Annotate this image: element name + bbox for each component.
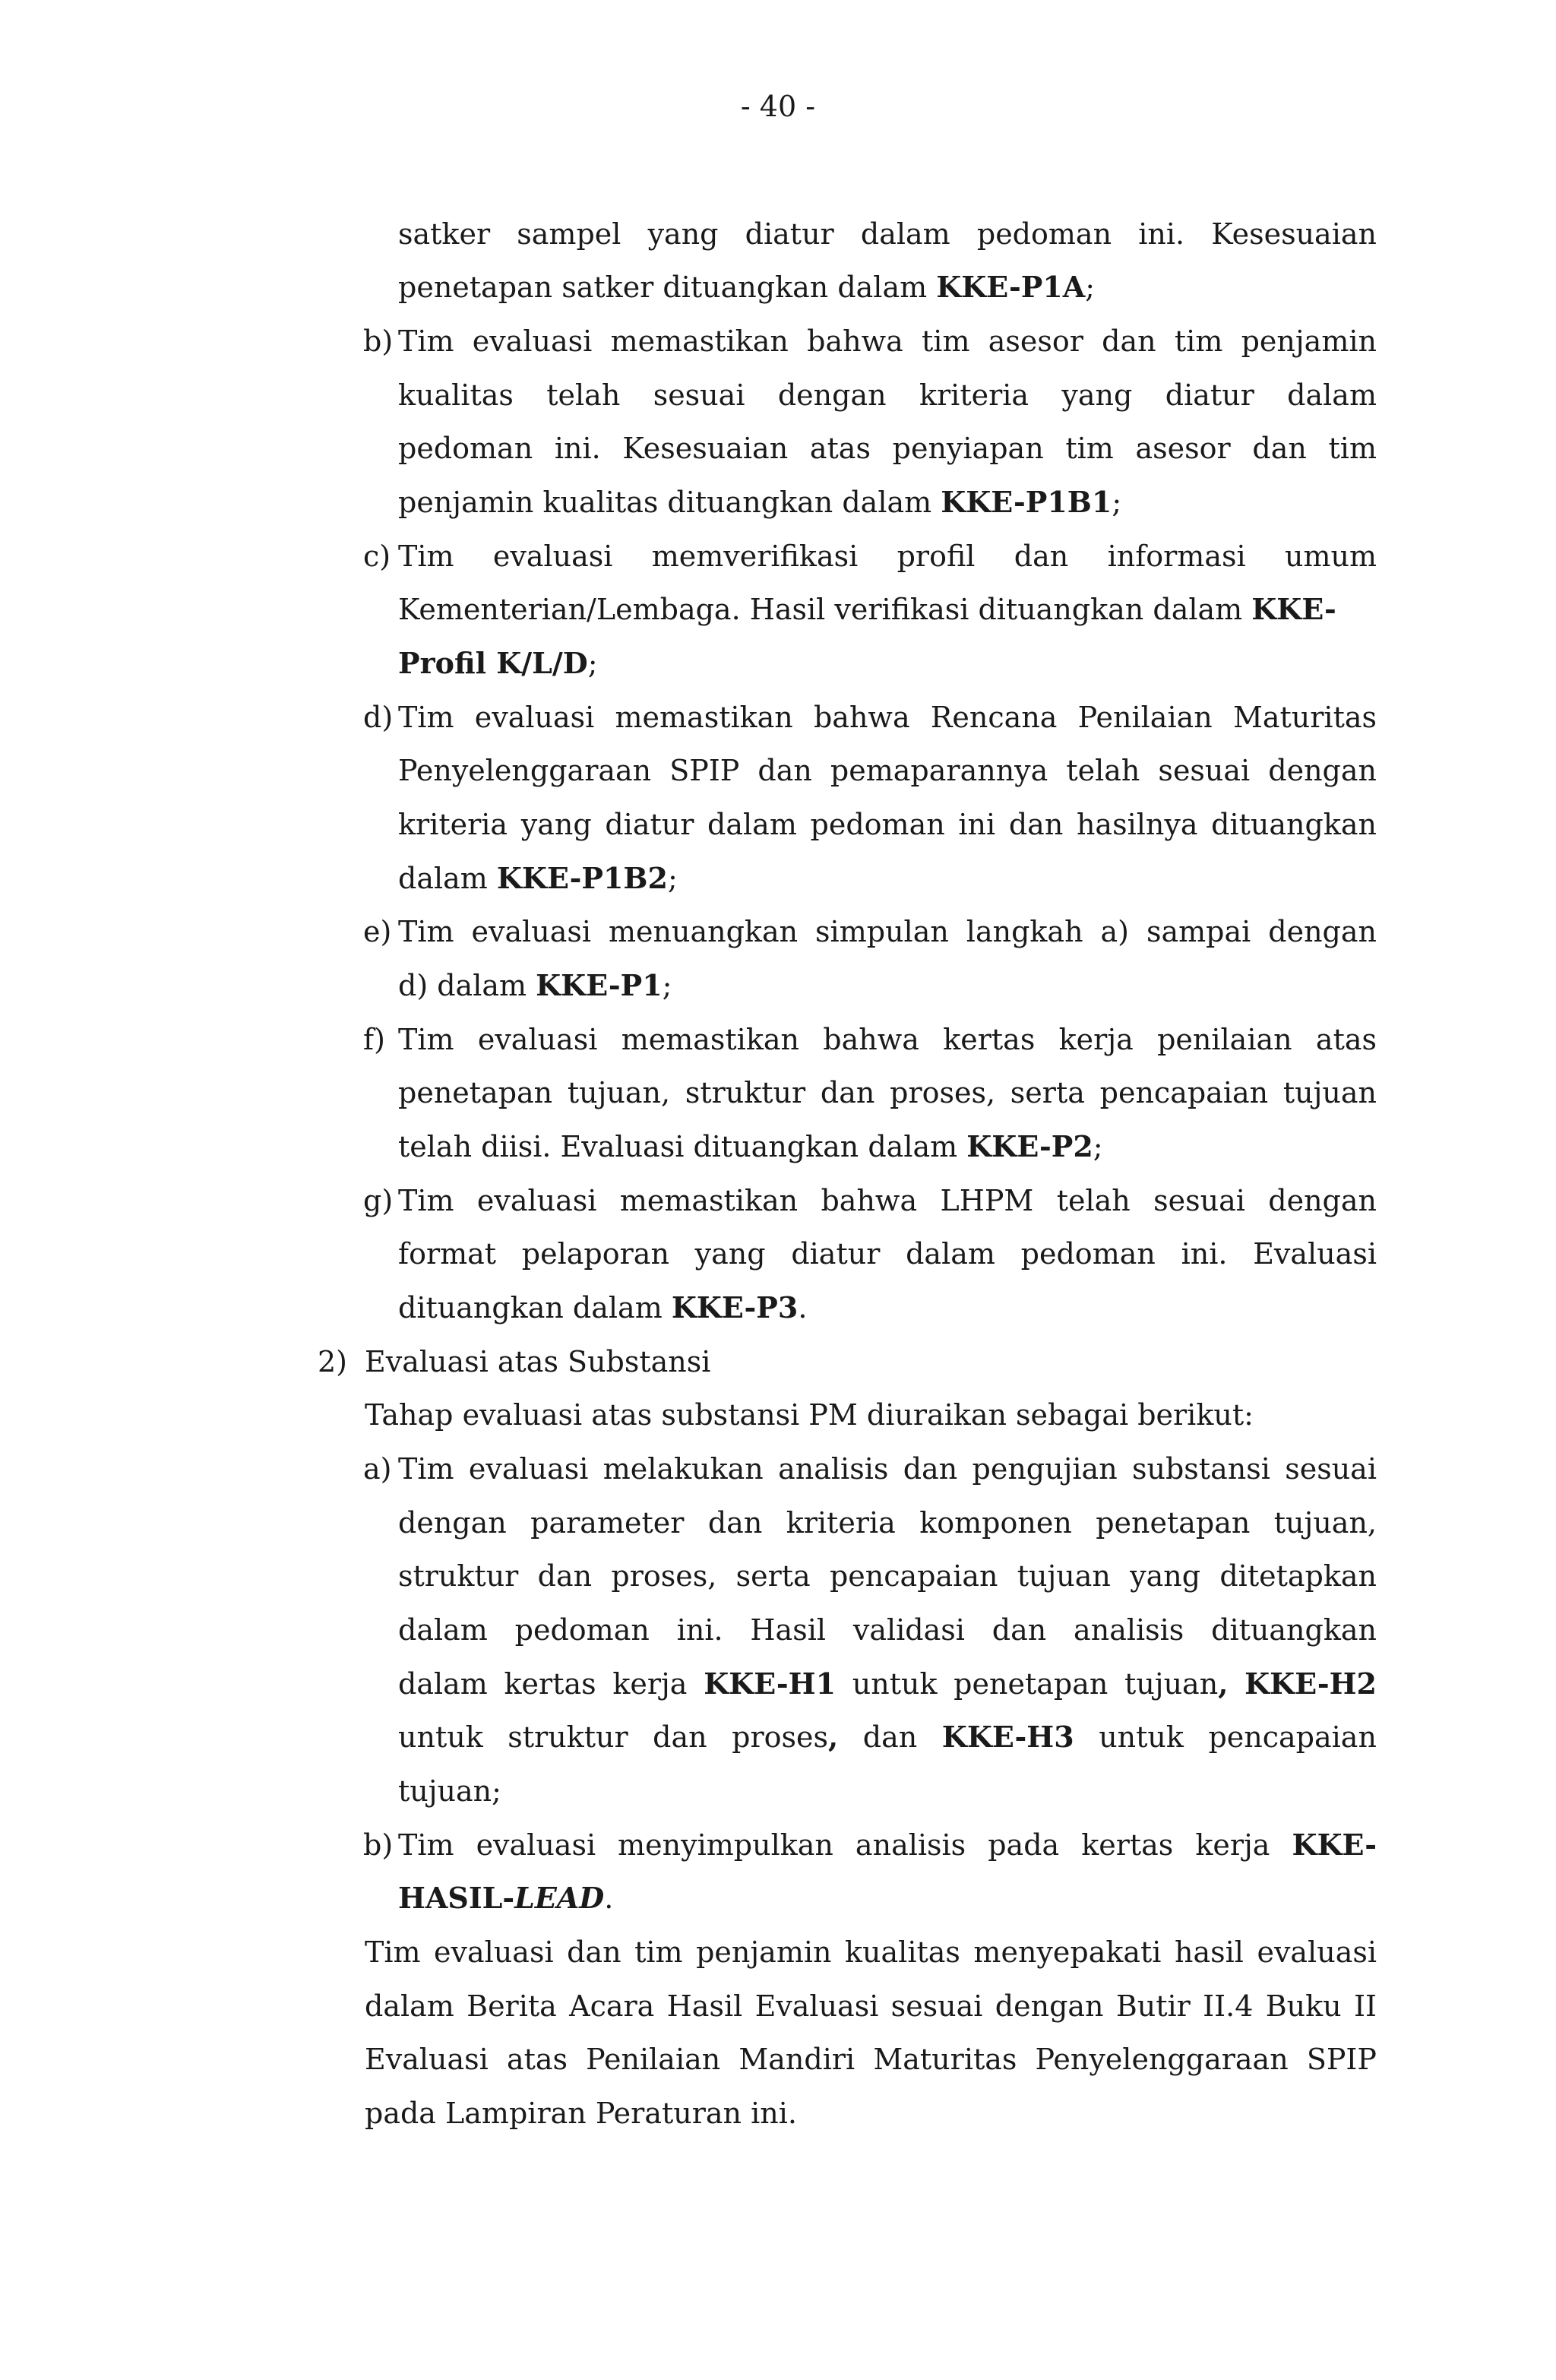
text-line: kriteria yang diatur dalam pedoman ini dan hasilnya dituangkan — [398, 808, 1377, 841]
text-line: Tim evaluasi dan tim penjamin kualitas menyepakati hasil evaluasi — [365, 1935, 1377, 1969]
section-heading: Evaluasi atas Substansi — [365, 1345, 711, 1378]
text-line: struktur dan proses, serta pencapaian tujuan yang ditetapkan — [398, 1559, 1377, 1593]
kke-code: KKE-P1B1 — [941, 485, 1112, 519]
text-line: untuk struktur dan proses, dan KKE-H3 untuk pencapaian — [398, 1720, 1377, 1754]
text-line: pedoman ini. Kesesuaian atas penyiapan tim asesor dan tim — [398, 432, 1377, 465]
list-marker: c) — [363, 540, 391, 573]
section-intro: Tahap evaluasi atas substansi PM diuraikan sebagai berikut: — [365, 1398, 1254, 1432]
text-line: dalam kertas kerja KKE-H1 untuk penetapan tujuan, KKE-H2 — [398, 1666, 1377, 1701]
text-line: penetapan satker dituangkan dalam KKE-P1A; — [398, 270, 1096, 304]
kke-code: KKE-H1 — [704, 1666, 837, 1701]
text-line: dalam pedoman ini. Hasil validasi dan analisis dituangkan — [398, 1613, 1377, 1647]
kke-code: KKE-P1 — [536, 968, 663, 1002]
kke-code: KKE-P1B2 — [496, 861, 668, 895]
kke-code: KKE-P1A — [936, 270, 1086, 304]
text-line: Tim evaluasi memverifikasi profil dan informasi umum — [398, 540, 1377, 573]
text-line: satker sampel yang diatur dalam pedoman ini. Kesesuaian — [398, 217, 1377, 251]
text-line: Tim evaluasi memastikan bahwa tim asesor dan tim penjamin — [398, 324, 1377, 358]
kke-code: KKE-P3 — [671, 1290, 799, 1325]
list-marker: b) — [363, 324, 394, 358]
text-line: Tim evaluasi melakukan analisis dan pengujian substansi sesuai — [398, 1452, 1377, 1486]
text-line: dalam KKE-P1B2; — [398, 861, 678, 895]
text-line: tujuan; — [398, 1774, 501, 1808]
text-line: Penyelenggaraan SPIP dan pemaparannya telah sesuai dengan — [398, 754, 1377, 787]
text-line: HASIL-LEAD. — [398, 1881, 614, 1915]
text-line: penetapan tujuan, struktur dan proses, serta pencapaian tujuan — [398, 1076, 1377, 1109]
kke-code: KKE-H2 — [1244, 1666, 1377, 1701]
list-marker: e) — [363, 915, 392, 948]
text-line: Tim evaluasi memastikan bahwa Rencana Penilaian Maturitas — [398, 701, 1377, 734]
text-line: format pelaporan yang diatur dalam pedoman ini. Evaluasi — [398, 1237, 1377, 1271]
text-line: kualitas telah sesuai dengan kriteria yang diatur dalam — [398, 378, 1377, 412]
text-line: d) dalam KKE-P1; — [398, 968, 672, 1002]
text-line: pada Lampiran Peraturan ini. — [365, 2097, 797, 2130]
kke-code: HASIL- — [398, 1881, 515, 1915]
text-line: penjamin kualitas dituangkan dalam KKE-P1B1; — [398, 485, 1122, 519]
page-number: - 40 - — [740, 90, 816, 123]
list-marker: a) — [363, 1452, 392, 1486]
list-marker: b) — [363, 1828, 394, 1862]
list-marker: f) — [363, 1023, 385, 1056]
text-line: telah diisi. Evaluasi dituangkan dalam KKE-P2; — [398, 1129, 1103, 1163]
text-line: dengan parameter dan kriteria komponen penetapan tujuan, — [398, 1506, 1377, 1540]
kke-code: KKE- — [1251, 592, 1336, 626]
text-line: Kementerian/Lembaga. Hasil verifikasi dituangkan dalam KKE- — [398, 592, 1336, 626]
section-marker: 2) — [318, 1345, 348, 1378]
kke-code: KKE- — [1292, 1828, 1377, 1862]
list-marker: g) — [363, 1184, 394, 1217]
text-line: dituangkan dalam KKE-P3. — [398, 1290, 808, 1325]
text-line: Tim evaluasi memastikan bahwa kertas kerja penilaian atas — [398, 1023, 1377, 1056]
kke-code: Profil K/L/D — [398, 646, 588, 680]
list-marker: d) — [363, 701, 394, 734]
text-line: Evaluasi atas Penilaian Mandiri Maturitas Penyelenggaraan SPIP — [365, 2043, 1377, 2076]
text-line: Profil K/L/D; — [398, 646, 598, 680]
kke-code: KKE-P2 — [966, 1129, 1093, 1163]
kke-code: KKE-H3 — [941, 1720, 1074, 1754]
text-line: Tim evaluasi menyimpulkan analisis pada kertas kerja KKE- — [398, 1828, 1377, 1862]
text-line: Tim evaluasi menuangkan simpulan langkah a) sampai dengan — [398, 915, 1377, 948]
text-line: dalam Berita Acara Hasil Evaluasi sesuai dengan Butir II.4 Buku II — [365, 1989, 1377, 2023]
text-line: Tim evaluasi memastikan bahwa LHPM telah sesuai dengan — [398, 1184, 1377, 1217]
